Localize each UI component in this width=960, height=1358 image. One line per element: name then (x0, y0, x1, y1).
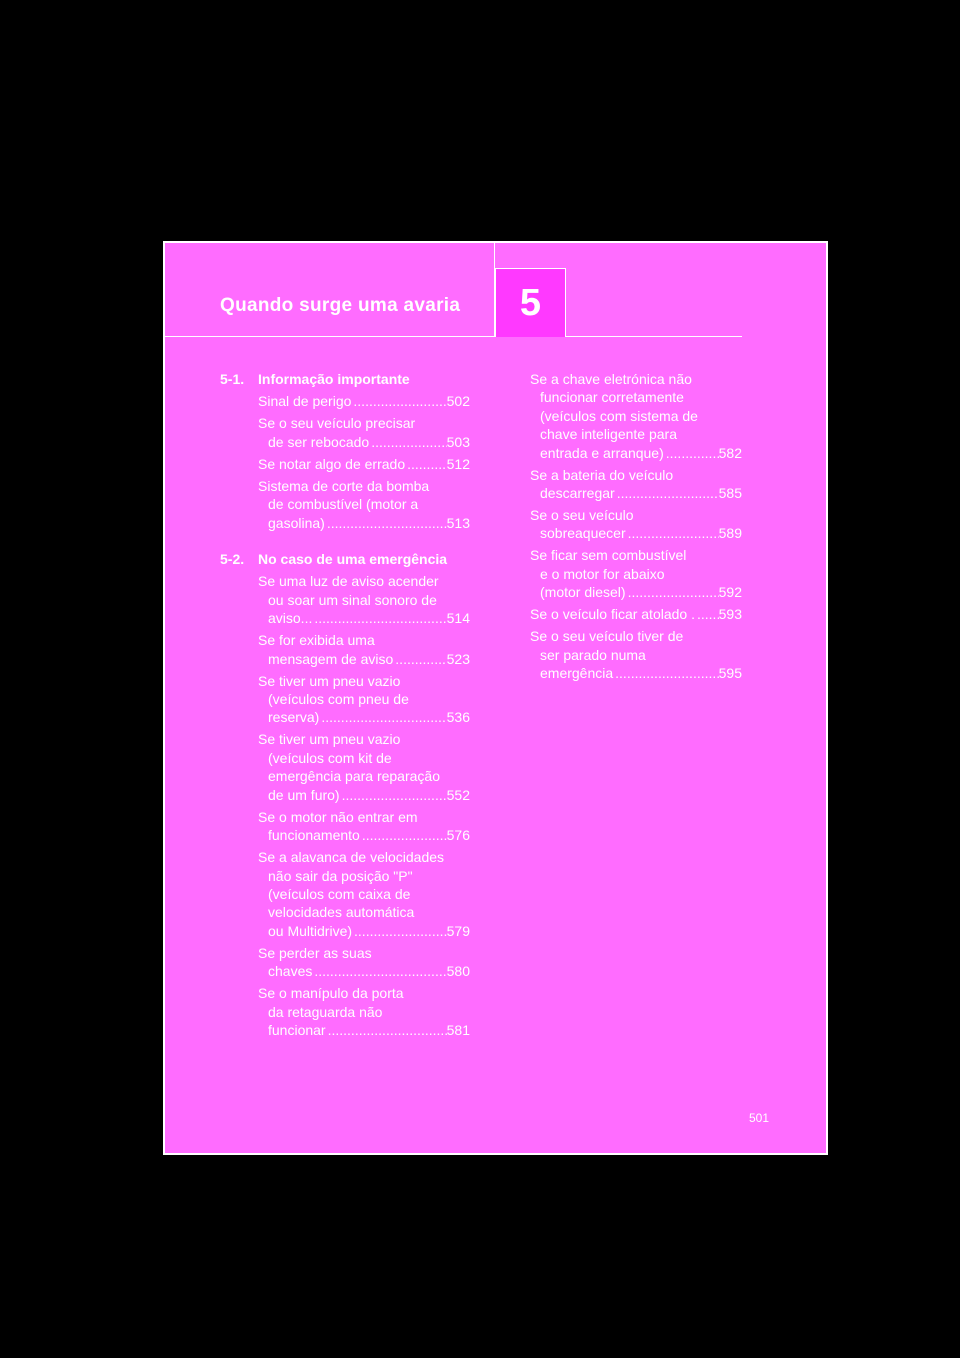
toc-entry[interactable] (530, 506, 742, 543)
toc-entry-text: Se o manípulo da porta (258, 985, 404, 1002)
toc-entry-text: funcionar (268, 1021, 326, 1038)
dot-leader (405, 455, 447, 473)
chapter-number-box (495, 268, 566, 337)
toc-section (220, 370, 470, 532)
toc-section (220, 550, 470, 1039)
chapter-number: 5 (519, 282, 542, 324)
toc-page-number: 585 (718, 485, 742, 502)
toc-entry-text: aviso... (268, 610, 313, 627)
toc-entry[interactable] (258, 672, 470, 727)
toc-page-number: 593 (718, 606, 742, 623)
toc-entry[interactable] (530, 546, 742, 601)
toc-entry-text: entrada e arranque) (540, 444, 664, 461)
toc-entry-text: não sair da posição "P" (268, 867, 413, 884)
toc-entry[interactable] (530, 605, 742, 623)
toc-page-number: 503 (446, 433, 470, 450)
toc-page-number: 513 (446, 514, 470, 531)
toc-entry-text: (motor diesel) (540, 584, 626, 601)
dot-leader (312, 609, 446, 627)
toc-entry[interactable] (258, 730, 470, 804)
dot-leader (340, 786, 447, 804)
toc-entry-text: Se o seu veículo tiver de (530, 628, 684, 645)
toc-entry-text: (veículos com sistema de (540, 407, 698, 424)
toc-page-number: 589 (718, 525, 742, 542)
toc-entry-text: ser parado numa (540, 646, 646, 663)
dot-leader (326, 1021, 447, 1039)
toc-entry-text: Se tiver um pneu vazio (258, 731, 401, 748)
toc-entry-text: sobreaquecer (540, 525, 626, 542)
toc-entry-text: Se o motor não entrar em (258, 808, 418, 825)
toc-column-left (220, 370, 470, 1043)
toc-entry-text: Se o veículo ficar atolado . (530, 606, 695, 623)
dot-leader (613, 664, 718, 682)
toc-entry-text: velocidades automática (268, 904, 415, 921)
section-number: 5-1. (220, 371, 245, 387)
toc-entry[interactable] (258, 414, 470, 451)
section-heading[interactable] (220, 550, 470, 568)
toc-entry-text: Se a bateria do veículo (530, 466, 674, 483)
manual-page (163, 241, 828, 1155)
toc-entry-text: (veículos com caixa de (268, 885, 411, 902)
section-entries (220, 572, 470, 1039)
toc-entry-text: Se uma luz de aviso acender (258, 573, 439, 590)
dot-leader (352, 922, 447, 940)
section-entries (220, 392, 470, 532)
toc-entry-text: (veículos com pneu de (268, 691, 409, 708)
toc-entry[interactable] (530, 466, 742, 503)
dot-leader (369, 433, 446, 451)
toc-entry-text: Se notar algo de errado (258, 455, 406, 472)
toc-entry-text: ou Multidrive) (268, 922, 353, 939)
toc-entry-text: descarregar (540, 485, 615, 502)
toc-page-number: 595 (718, 665, 742, 682)
toc-entry-text: Se a alavanca de velocidades (258, 849, 445, 866)
section-title: Informação importante (258, 371, 410, 387)
header-divider-horizontal (165, 336, 742, 337)
toc-page-number: 502 (446, 393, 470, 410)
page-number: 501 (749, 1111, 770, 1125)
toc-entry-text: funcionar corretamente (540, 389, 684, 406)
toc-entry-text: Sistema de corte da bomba (258, 477, 430, 494)
toc-entry[interactable] (258, 984, 470, 1039)
toc-page-number: 512 (446, 455, 470, 472)
toc-entry-text: ou soar um sinal sonoro de (268, 591, 437, 608)
toc-entry-text: Se o seu veículo (530, 507, 634, 524)
toc-entry-text: Se perder as suas (258, 944, 372, 961)
toc-entry[interactable] (258, 392, 470, 410)
toc-entry[interactable] (258, 455, 470, 473)
toc-entry-text: Sinal de perigo (258, 393, 352, 410)
toc-entry-text: da retaguarda não (268, 1003, 383, 1020)
dot-leader (695, 605, 719, 623)
toc-entry[interactable] (258, 848, 470, 940)
toc-page-number: 536 (446, 709, 470, 726)
dot-leader (626, 583, 719, 601)
toc-entry[interactable] (258, 944, 470, 981)
toc-page-number: 592 (718, 584, 742, 601)
dot-leader (319, 708, 446, 726)
toc-entry-text: de ser rebocado (268, 433, 370, 450)
toc-entry[interactable] (258, 572, 470, 627)
toc-entry[interactable] (530, 370, 742, 462)
dot-leader (615, 484, 719, 502)
toc-entry[interactable] (258, 631, 470, 668)
toc-entry-text: Se a chave eletrónica não (530, 371, 692, 387)
toc-entry[interactable] (258, 808, 470, 845)
toc-entry[interactable] (530, 627, 742, 682)
section-title: No caso de uma emergência (258, 551, 448, 568)
toc-entry-text: reserva) (268, 709, 320, 726)
section-entries-continued (530, 370, 742, 682)
toc-entry-text: gasolina) (268, 514, 325, 531)
toc-entry-text: funcionamento (268, 827, 360, 844)
toc-entry-text: Se o seu veículo precisar (258, 415, 416, 432)
toc-entry-text: Se for exibida uma (258, 632, 375, 649)
dot-leader (325, 514, 447, 532)
toc-page-number: 523 (446, 650, 470, 667)
toc-page-number: 580 (446, 963, 470, 980)
toc-page-number: 514 (446, 610, 470, 627)
toc-column-right (530, 370, 742, 686)
toc-page-number: 579 (446, 922, 470, 939)
section-heading[interactable] (220, 370, 470, 388)
toc-entry-text: emergência para reparação (268, 768, 440, 785)
toc-entry-text: de um furo) (268, 786, 340, 803)
toc-page-number: 582 (718, 444, 742, 461)
toc-entry[interactable] (258, 477, 470, 532)
dot-leader (664, 444, 719, 462)
dot-leader (360, 826, 447, 844)
toc-entry-text: de combustível (motor a (268, 496, 419, 513)
toc-entry-text: chaves (268, 963, 313, 980)
dot-leader (626, 524, 719, 542)
toc-entry-text: Se tiver um pneu vazio (258, 672, 401, 689)
section-number: 5-2. (220, 551, 245, 568)
toc-page-number: 552 (446, 786, 470, 803)
toc-entry-text: emergência (540, 665, 614, 682)
dot-leader (351, 392, 446, 410)
chapter-title: Quando surge uma avaria (220, 295, 461, 316)
dot-leader (393, 650, 446, 668)
toc-page-number: 581 (446, 1021, 470, 1038)
toc-page-number: 576 (446, 827, 470, 844)
dot-leader (312, 962, 446, 980)
toc-entry-text: e o motor for abaixo (540, 565, 665, 582)
toc-entry-text: mensagem de aviso (268, 650, 394, 667)
toc-entry-text: chave inteligente para (540, 426, 677, 443)
toc-entry-text: (veículos com kit de (268, 749, 392, 766)
toc-entry-text: Se ficar sem combustível (530, 547, 687, 564)
